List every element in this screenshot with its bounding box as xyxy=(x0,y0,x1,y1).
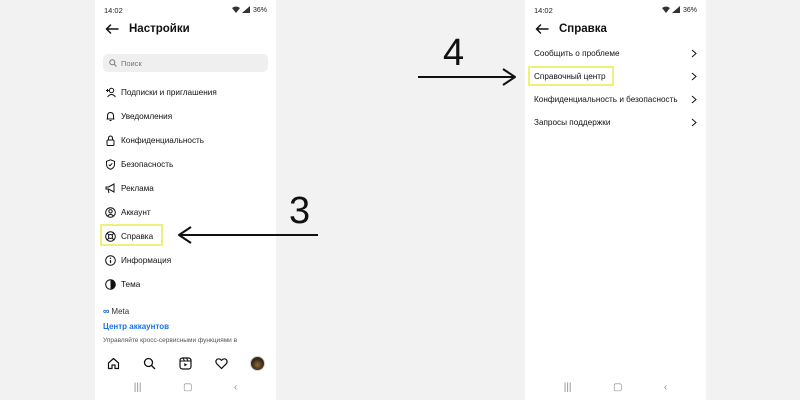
accounts-center-link[interactable]: Центр аккаунтов xyxy=(103,322,170,331)
menu-item-label: Безопасность xyxy=(121,159,174,169)
menu-item-label: Уведомления xyxy=(121,111,173,121)
status-time: 14:02 xyxy=(104,5,123,15)
battery-percent: 36% xyxy=(252,6,267,14)
menu-item-label: Тема xyxy=(121,279,141,289)
status-time: 14:02 xyxy=(534,5,553,15)
meta-infinity-icon: ∞ xyxy=(103,306,110,316)
search-placeholder: Поиск xyxy=(121,58,142,68)
help-item-label: Запросы поддержки xyxy=(534,118,611,127)
accounts-center-description: Управляйте кросс-сервисными функциями в xyxy=(103,337,238,344)
step-number-4: 4 xyxy=(443,32,465,74)
menu-item-label: Справка xyxy=(121,231,154,241)
page-title: Настройки xyxy=(129,23,190,35)
page-title: Справка xyxy=(559,23,607,35)
home-system-icon[interactable]: ▢ xyxy=(183,381,193,393)
recents-icon[interactable]: ||| xyxy=(133,381,142,393)
meta-logo-text: Meta xyxy=(111,306,130,316)
menu-item-label: Аккаунт xyxy=(121,207,151,217)
step-number-3: 3 xyxy=(289,190,311,232)
menu-item-label: Реклама xyxy=(121,183,154,193)
menu-item-label: Подписки и приглашения xyxy=(121,87,217,97)
help-item-label: Конфиденциальность и безопасность xyxy=(534,95,678,104)
help-item-label: Сообщить о проблеме xyxy=(534,49,620,58)
back-system-icon[interactable]: ‹ xyxy=(663,381,668,393)
battery-percent: 36% xyxy=(682,6,697,14)
arrow-right-annotation xyxy=(418,69,515,85)
recents-icon[interactable]: ||| xyxy=(563,381,572,393)
back-system-icon[interactable]: ‹ xyxy=(233,381,238,393)
menu-item-label: Конфиденциальность xyxy=(121,135,205,145)
menu-item-label: Информация xyxy=(121,255,172,265)
help-item-label: Справочный центр xyxy=(534,72,606,81)
home-system-icon[interactable]: ▢ xyxy=(613,381,623,393)
